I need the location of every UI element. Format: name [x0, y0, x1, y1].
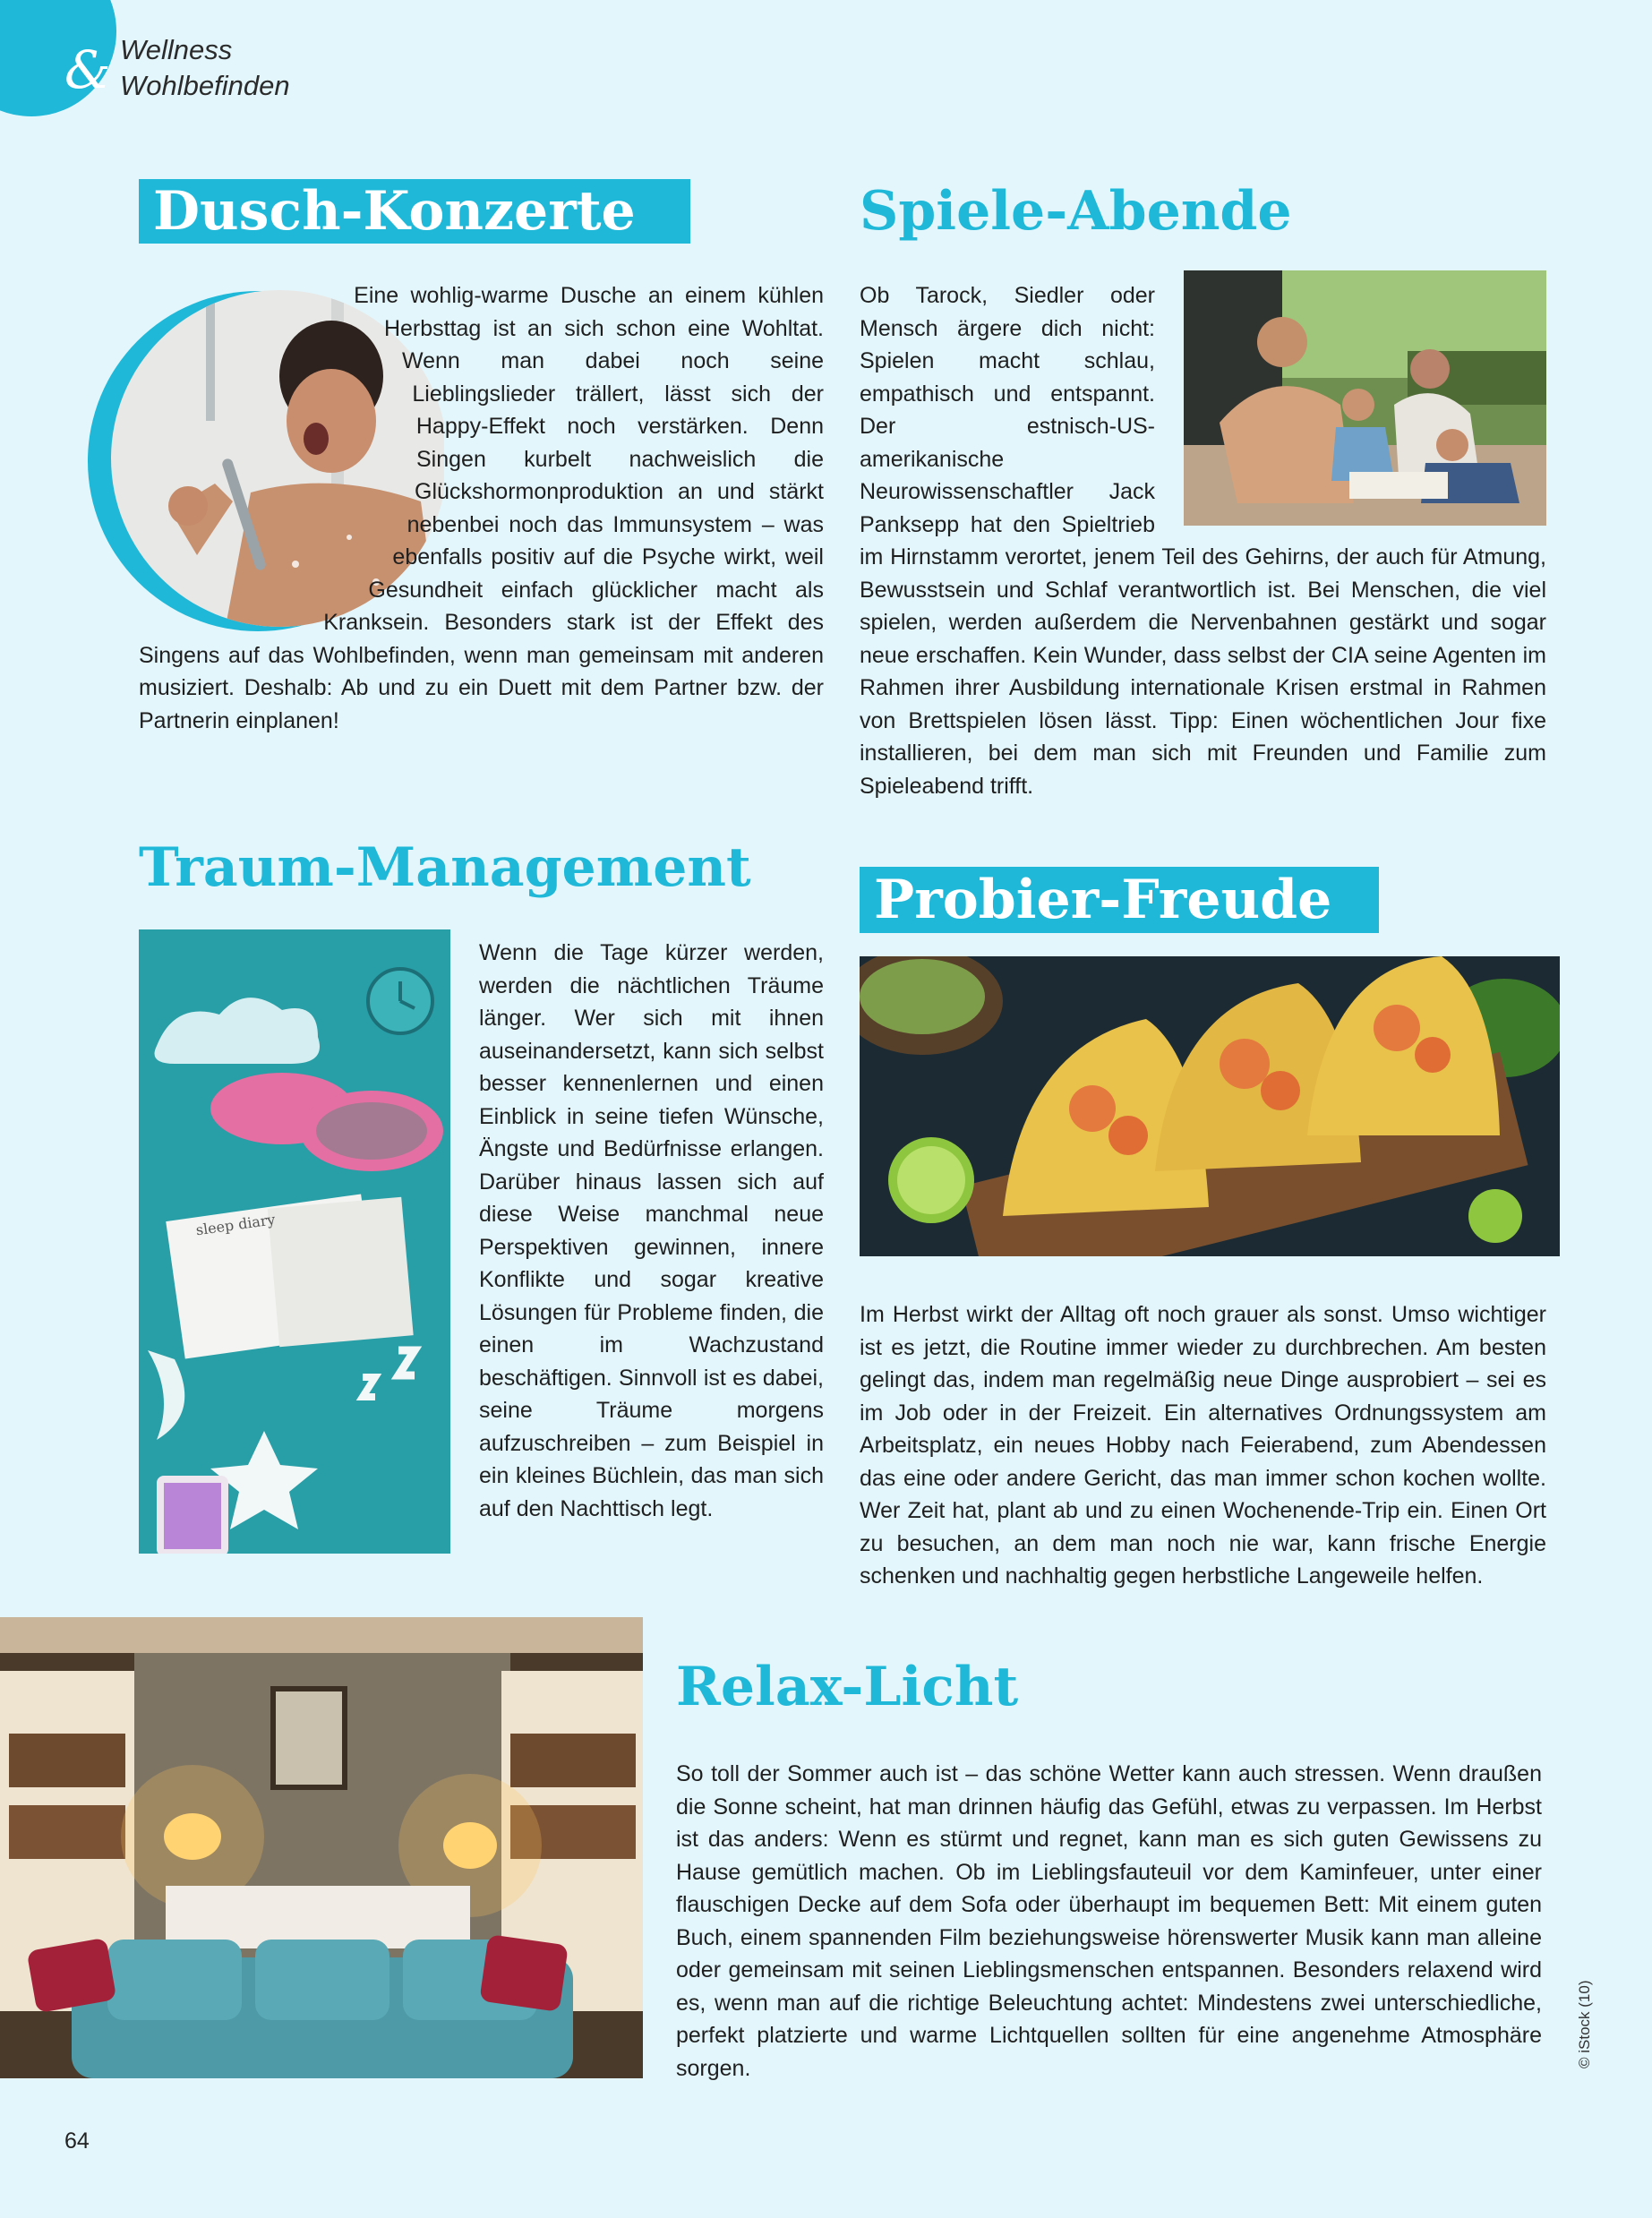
dusch-title: Dusch-Konzerte: [139, 179, 690, 244]
dream-photo: [139, 929, 450, 1554]
spiele-body: Ob Tarock, Siedler oder Mensch ärgere dich nicht: Spielen macht schlau, empathisch und entspannt. Der estnisch-US-amerikanische Neurowissenschaftler Jack Panksepp hat den Spieltrieb im Hirnstamm verortet, jenem Teil des Gehirns, der auch für Atmung, Bewusstsein und Schlaf verantwortlich ist. Bei Menschen, die viel spielen, werden außerdem die Nervenbahnen gestärkt und sogar neue erschaffen. Kein Wunder, dass selbst der CIA seine Agenten im Rahmen ihrer Ausbildung internationale Krisen erstmal in Rahmen von Brettspielen lösen lässt. Tipp: Einen wöchentlichen Jour fixe installieren, bei dem man sich mit Freunden und Familie zum Spieleabend trifft.: [860, 283, 1546, 799]
photo-credit: © iStock (10): [1576, 1980, 1593, 2068]
spiele-title: Spiele-Abende: [860, 180, 1292, 243]
spiele-text-container: [860, 279, 1546, 844]
dusch-body: Eine wohlig-warme Dusche an einem kühlen Herbsttag ist an sich schon eine Wohltat. Wenn man dabei noch seine Lieblingslieder trällert, lässt sich der Happy-Effekt noch verstärken. Denn Singen kurbelt nachweislich die Glückshormonproduktion an und stärkt nebenbei noch das Immunsystem – was ebenfalls positiv auf die Psyche wirkt, weil Gesundheit einfach glücklicher macht als Kranksein. Besonders stark ist der Effekt des Singens auf das Wohlbefinden, wenn man gemeinsam mit anderen musiziert. Deshalb: Ab und zu ein Duett mit dem Partner bzw. der Partnerin einplanen!: [139, 283, 824, 733]
header-ampersand: &: [64, 39, 111, 100]
header-section-line2: Wohlbefinden: [120, 70, 290, 101]
probier-title: Probier-Freude: [860, 867, 1379, 933]
page-number: 64: [64, 2128, 90, 2154]
traum-title: Traum-Management: [139, 836, 751, 899]
tacos-photo: [860, 956, 1560, 1256]
probier-body: Im Herbst wirkt der Alltag oft noch grauer als sonst. Umso wichtiger ist es jetzt, die Routine immer wieder zu durchbrechen. Am besten gelingt das, indem man regelmäßig neue Dinge ausprobiert – sei es im Job oder in der Freizeit. Ein alternatives Ordnungssystem am Arbeitsplatz, ein neues Hobby nach Feierabend, zum Abendessen das eine oder andere Gericht, das man immer schon kochen wollte. Wer Zeit hat, plant ab und zu einen Wochenende-Trip ein. Einen Ort zu besuchen, an dem man noch nie war, kann frische Energie schenken und nachhaltig gegen herbstliche Langeweile helfen.: [860, 1302, 1546, 1589]
dusch-wrap-shape: [139, 279, 824, 781]
relax-title: Relax-Licht: [676, 1656, 1019, 1718]
family-photo: [1184, 270, 1546, 526]
header-section-line1: Wellness: [120, 34, 233, 65]
relax-body: So toll der Sommer auch ist – das schöne Wetter kann auch stressen. Wenn draußen die Sonne scheint, hat man drinnen häufig das Gefühl, etwas zu verpassen. Im Herbst ist das anders: Wenn es stürmt und regnet, kann man es sich guten Gewissens zu Hause gemütlich machen. Ob im Lieblingsfauteuil vor dem Kaminfeuer, unter einer flauschigen Decke auf dem Sofa oder überhaupt im bequemen Bett: Mit einem guten Buch, einem spannenden Film beziehungsweise hörenswerter Musik kann man alleine oder gemeinsam mit seinen Lieblingsmenschen entspannen. Besonders relaxend wird es, wenn man auf die richtige Beleuchtung achtet: Mindestens zwei unterschiedliche, perfekt platzierte und warme Lichtquellen sollten für eine angenehme Atmosphäre sorgen.: [676, 1761, 1542, 2081]
traum-body: Wenn die Tage kürzer werden, werden die nächtlichen Träume länger. Wer sich mit ihnen auseinandersetzt, kann sich selbst besser kennenlernen und einen Einblick in seine tiefen Wünsche, Ängste und Bedürfnisse erlangen. Darüber hinaus lassen sich auf diese Weise manchmal neue Perspektiven gewinnen, innere Konflikte und sogar kreative Lösungen für Probleme finden, die einen im Wachzustand beschäftigen. Sinnvoll ist es dabei, seine Träume morgens aufzuschreiben – zum Beispiel in ein kleines Büchlein, das man sich auf den Nachttisch legt.: [479, 940, 824, 1521]
living-room-photo: [0, 1617, 643, 2078]
notebook-label: sleep diary: [194, 1211, 277, 1239]
